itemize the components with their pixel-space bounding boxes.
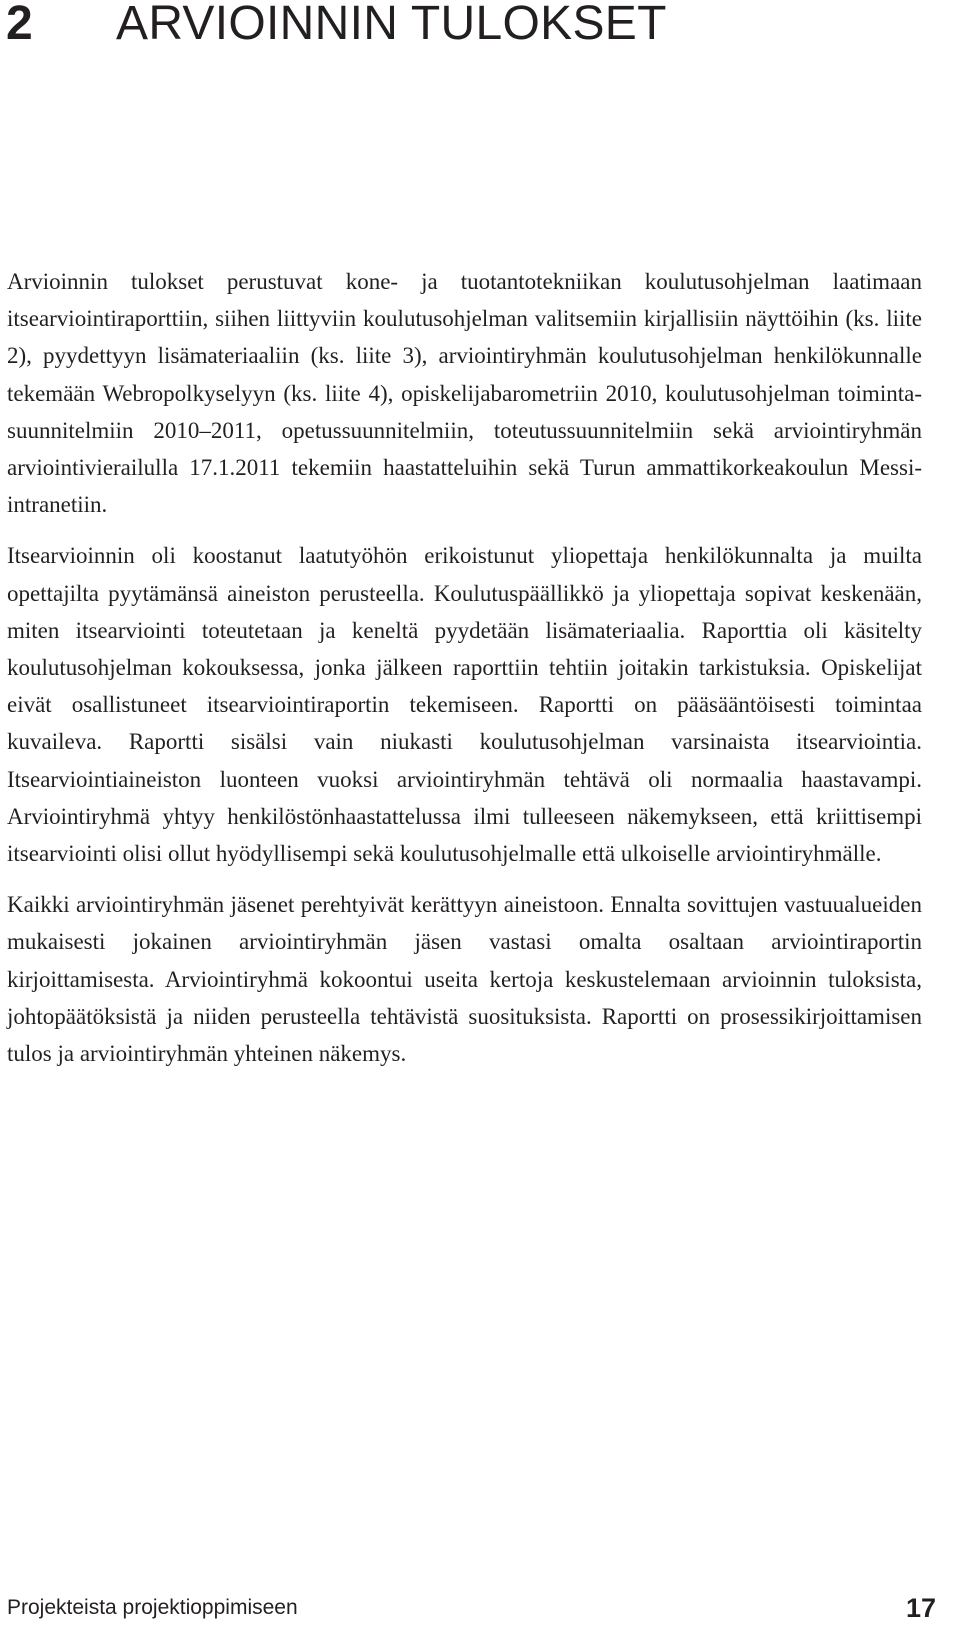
paragraph: Itsearvioinnin oli koostanut laatutyöhön erikoistunut yliopettaja henkilökunnalta ja muilta opettajilta pyytämänsä aineiston perusteella. Koulutuspäällikkö ja yliopettaja sopivat keskenään, miten itsearviointi toteutetaan ja keneltä pyydetään lisämateriaalia. Raporttia oli käsitelty koulutusohjelman kokouksessa, jonka jälkeen raporttiin tehtiin joitakin tarkistuksia. Opiskelijat eivät osallistuneet itsearviointiraportin tekemiseen. Raportti on pääsääntöisesti toimintaa kuvaileva. Raportti sisälsi vain niukasti koulutusohjelman varsinaista itsearviointia. Itsearviointiaineiston luonteen vuoksi arviointiryhmän tehtävä oli normaalia haastavampi. Arviointiryhmä yhtyy henkilöstönhaastattelussa ilmi tulleeseen näkemykseen, että kriittisempi itsearviointi olisi ollut hyödyllisempi sekä koulutusohjelmalle että ulkoiselle arviointiryhmälle. — [7, 543, 922, 867]
page-number: 17 — [905, 1593, 936, 1623]
paragraph: Kaikki arviointiryhmän jäsenet perehtyivät kerättyyn aineistoon. Ennalta sovittujen vastuualueiden mukaisesti jokainen arviointiryhmän jäsen vastasi omalta osaltaan arviointiraportin kirjoittamisesta. Arviointiryhmä kokoontui useita kertoja keskustelemaan arvioinnin tuloksista, johtopäätöksistä ja niiden perusteella tehtävistä suosituksista. Raportti on prosessikirjoittamisen tulos ja arviointiryhmän yhteinen näkemys. — [7, 892, 922, 1067]
paragraph: Arvioinnin tulokset perustuvat kone- ja tuotantotekniikan koulutusohjelman laatimaan itsearviointiraporttiin, siihen liittyviin koulutusohjelman valitsemiin kirjallisiin näyttöihin (ks. liite 2), pyydettyyn lisämateriaaliin (ks. liite 3), arviointiryhmän koulutusohjelman henkilökunnalle tekemään Webropolkyselyyn (ks. liite 4), opiskelijabarometriin 2010, koulutusohjelman toimintasuunnitelmiin 2010–2011, opetussuunnitelmiin, toteutussuunnitelmiin sekä arviointiryhmän arviointivierailulla 17.1.2011 tekemiin haastatteluihin sekä Turun ammattikorkeakoulun Messi-intranetiin. — [7, 269, 922, 518]
chapter-heading — [6, 0, 667, 56]
body-text — [7, 263, 922, 1086]
chapter-title: ARVIOINNIN TULOKSET — [116, 0, 667, 50]
page-footer — [7, 1594, 936, 1622]
chapter-number: 2 — [6, 0, 33, 50]
publication-title: Projekteista projektioppimiseen — [7, 1596, 298, 1619]
